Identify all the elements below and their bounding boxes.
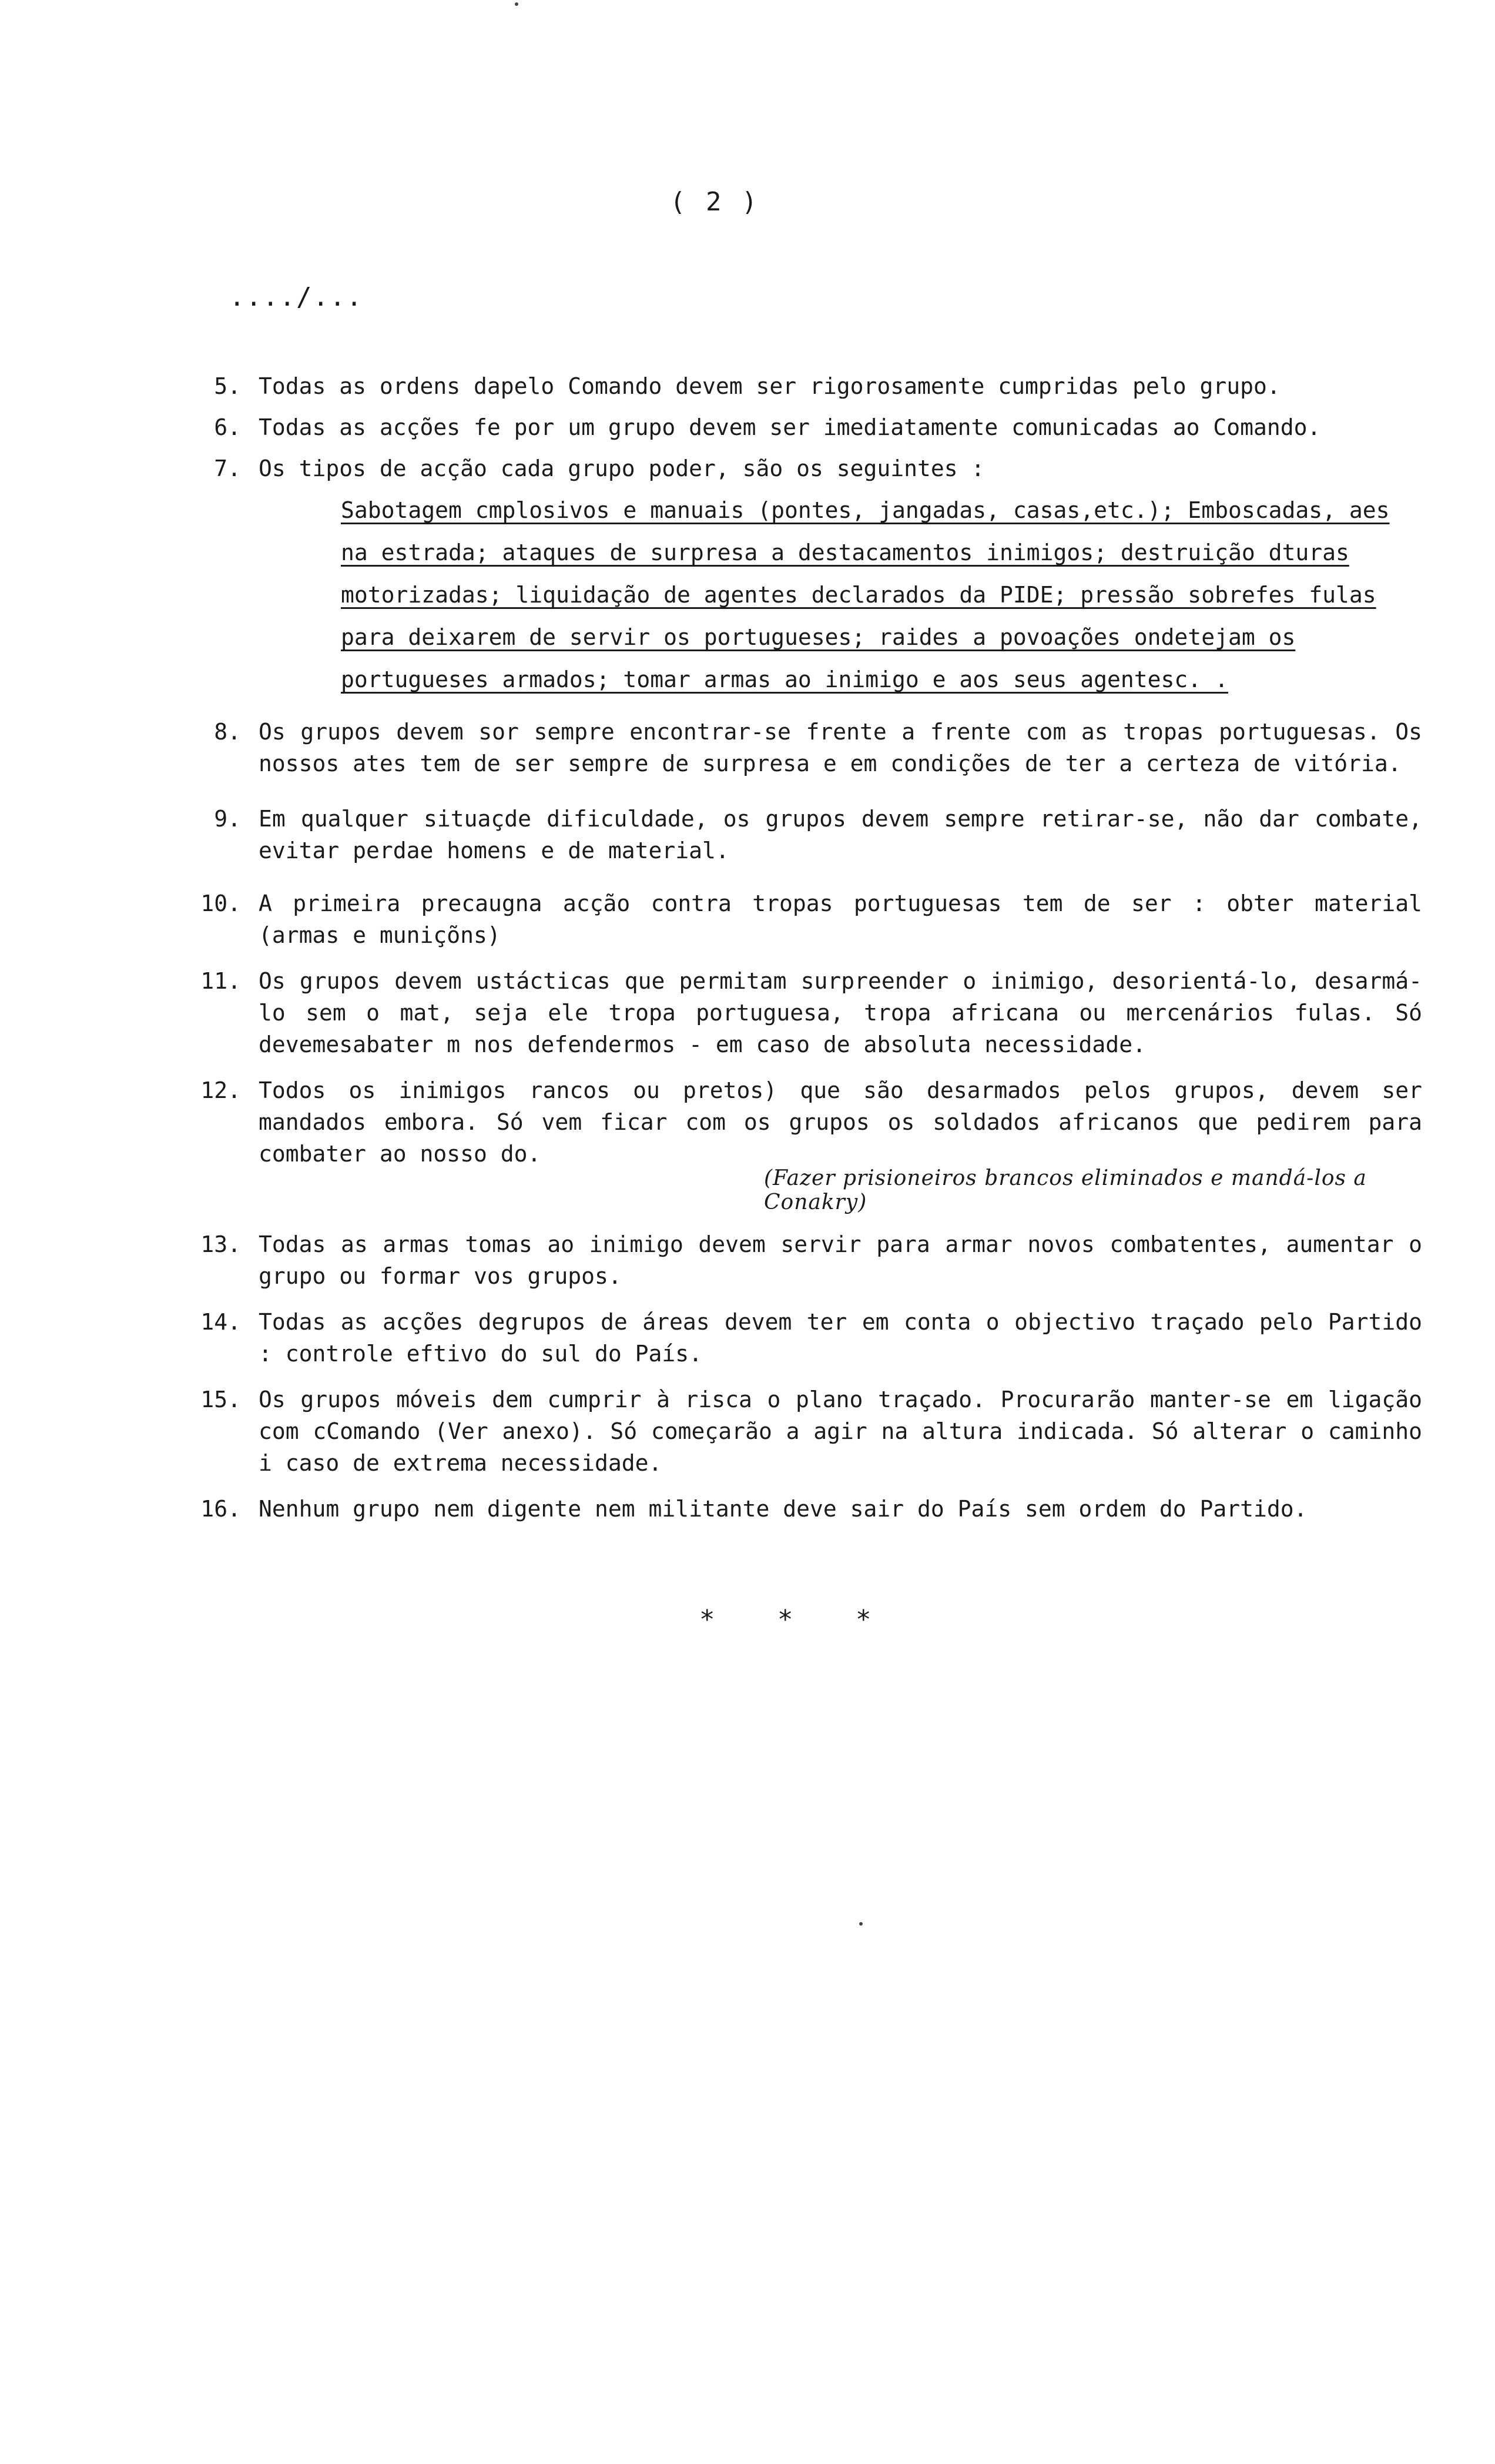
item-text: Todas as armas tomas ao inimigo devem servir para armar novos combatentes, aumentar o grupo ou formar vos grupos. [259,1231,1436,1289]
scan-speck [515,2,518,6]
item-text: Nenhum grupo nem digente nem militante deve sair do País sem ordem do Partido. [259,1496,1308,1522]
item-text: Todas as ordens dapelo Comando devem ser rigorosamente cumpridas pelo grupo. [259,373,1281,399]
list-item [176,1306,1436,1370]
item-text: Todas as acções fe por um grupo devem ser imediatamente comunicadas ao Comando. [259,414,1321,440]
action-types-list: Sabotagem cmplosivos e manuais (pontes, jangadas, casas,etc.); Emboscadas, aes na estrada; ataques de surpresa a destacamentos inimigos; destruição dturas motorizadas; liquidação de agentes declarados da PIDE; pressão sobrefes fulas para deixarem de servir os portugueses; raides a povoações ondetejam os portugueses armados; tomar armas ao inimigo e aos seus agentesc. . [341,497,1390,692]
item-number: 5. [214,373,241,399]
item-number: 6. [214,414,241,440]
item-text: Os grupos devem ustácticas que permitam surpreender o inimigo, desorientá-lo, desarmá-lo sem o mat, seja ele tropa portuguesa, tropa africana ou mercenários fulas. Só devemesabater m nos defendermos - em caso de absoluta necessidade. [259,968,1436,1057]
list-item [176,370,1422,402]
item-number: 13. [200,1231,241,1257]
item-number: 12. [200,1077,241,1103]
continuation-mark: ..../... [229,282,363,312]
list-item [176,1493,1422,1525]
list-item [176,888,1436,951]
handwritten-note: (Fazer prisioneiros brancos eliminados e mandá-los a Conakry) [764,1166,1367,1214]
item-text: A primeira precaugna acção contra tropas portuguesas tem de ser : obter material (armas e muniçõns) [259,890,1436,948]
list-item [176,411,1422,443]
item-number: 8. [214,719,241,745]
list-item [176,1384,1436,1479]
item-text: Em qualquer situaçde dificuldade, os grupos devem sempre retirar-se, não dar combate, evitar perdae homens e de material. [259,806,1436,863]
item-number: 16. [200,1496,241,1522]
item-number: 7. [214,456,241,481]
item-text: Os grupos devem sor sempre encontrar-se frente a frente com as tropas portuguesas. Os nossos ates tem de ser sempre de surpresa e em condições de ter a certeza de vitória. [259,719,1436,776]
list-item [176,1228,1436,1292]
numbered-list [176,370,1436,1525]
item-number: 15. [200,1387,241,1412]
item-number: 9. [214,806,241,832]
list-item [176,716,1436,779]
page-number: ( 2 ) [670,187,760,217]
item-text: Todas as acções degrupos de áreas devem ter em conta o objectivo traçado pelo Partido : controle eftivo do sul do País. [259,1309,1436,1367]
scan-speck [859,1922,863,1926]
item-text: Os grupos móveis dem cumprir à risca o plano traçado. Procurarão manter-se em ligação com cComando (Ver anexo). Só começarão a agir na altura indicada. Só alterar o caminho i caso de extrema necessidade. [259,1387,1436,1476]
item-number: 14. [200,1309,241,1335]
list-item [176,965,1436,1060]
closing-stars: * * * [699,1605,895,1635]
list-item [176,803,1436,866]
item-number: 10. [200,890,241,916]
item-text: Os tipos de acção cada grupo poder, são os seguintes : [259,456,985,481]
item-number: 11. [200,968,241,994]
list-item [176,1074,1436,1170]
list-item [176,453,1422,484]
item-text: Todos os inimigos rancos ou pretos) que são desarmados pelos grupos, devem ser mandados embora. Só vem ficar com os grupos os soldados africanos que pedirem para combater ao nosso do. [259,1077,1436,1167]
